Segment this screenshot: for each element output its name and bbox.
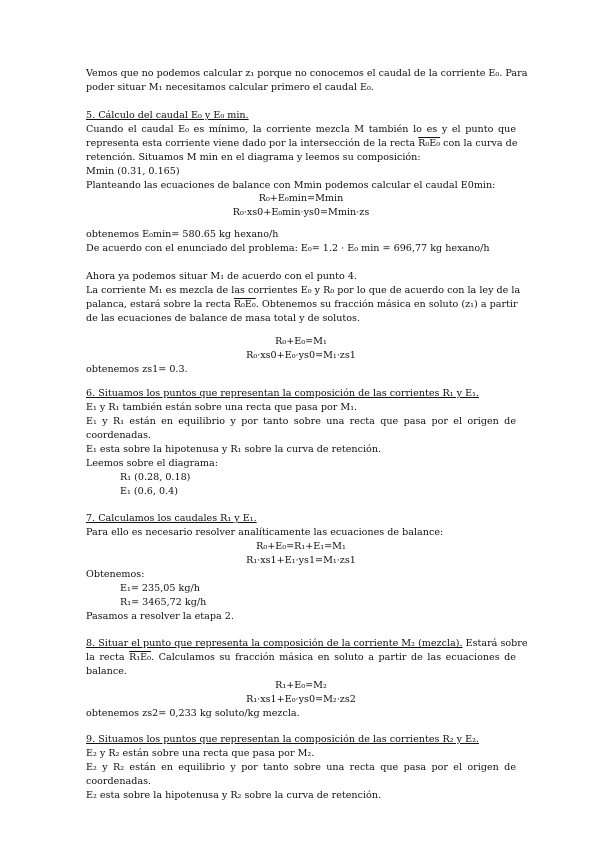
text-line: de las ecuaciones de balance de masa total y de solutos.	[86, 313, 361, 324]
text-line: E₁ (0.6, 0.4)	[120, 486, 178, 497]
text-span: . Obtenemos su fracción másica en soluto (z₁) a partir	[255, 299, 518, 310]
text-line: E₁ esta sobre la hipotenusa y R₁ sobre la curva de retención.	[86, 444, 382, 455]
text-line: Vemos que no podemos calcular z₁ porque no conocemos el caudal de la corriente E₀. Para	[86, 68, 528, 79]
text-line: Pasamos a resolver la etapa 2.	[86, 611, 234, 622]
text-line	[86, 138, 516, 151]
equation: R₁·xs1+E₁·ys1=M₁·zs1	[246, 555, 356, 566]
equation: R₀+E₀=R₁+E₁=M₁	[256, 541, 346, 552]
text-line: La corriente M₁ es mezcla de las corrientes E₀ y R₀ por lo que de acuerdo con la ley de la	[86, 285, 521, 296]
section-heading-9	[86, 734, 516, 747]
text-line: balance.	[86, 666, 127, 677]
text-span: la recta	[86, 652, 130, 663]
text-line: Para ello es necesario resolver analíticamente las ecuaciones de balance:	[86, 527, 444, 538]
section-heading-text: 9. Situamos los puntos que representan la composición de las corrientes R₂ y E₂.	[86, 734, 479, 745]
text-line: Obtenemos:	[86, 569, 145, 580]
text-line: obtenemos zs1= 0.3.	[86, 364, 188, 375]
text-line: coordenadas.	[86, 776, 152, 787]
section-heading-text: 6. Situamos los puntos que representan la composición de las corrientes R₁ y E₁.	[86, 388, 479, 399]
text-line: obtenemos E₀min= 580.65 kg hexano/h	[86, 229, 279, 240]
text-line: coordenadas.	[86, 430, 152, 441]
text-span: . Calculamos su fracción másica en soluto a partir de las ecuaciones de	[151, 652, 516, 663]
text-line: Mmin (0.31, 0.165)	[86, 166, 180, 177]
text-line: obtenemos zs2= 0,233 kg soluto/kg mezcla.	[86, 708, 300, 719]
text-line: poder situar M₁ necesitamos calcular primero el caudal E₀.	[86, 82, 374, 93]
equation: R₁·xs1+E₀·ys0=M₂·zs2	[246, 694, 356, 705]
text-line: E₁ y R₁ están en equilibrio y por tanto sobre una recta que pasa por el origen de	[86, 416, 516, 427]
text-line: Leemos sobre el diagrama:	[86, 458, 218, 469]
text-line: E₁ y R₁ también están sobre una recta que pasa por M₁.	[86, 402, 358, 413]
segment-r0e0: R₀E₀	[418, 138, 441, 149]
text-line: Cuando el caudal E₀ es mínimo, la corriente mezcla M también lo es y el punto que	[86, 124, 516, 135]
section-heading-8	[86, 638, 528, 651]
text-line: E₂ esta sobre la hipotenusa y R₂ sobre la curva de retención.	[86, 790, 382, 801]
segment-r0e0: R₀E₀	[233, 299, 256, 310]
text-line: Planteando las ecuaciones de balance con Mmin podemos calcular el caudal E0min:	[86, 180, 496, 191]
section-heading-text: 8. Situar el punto que representa la composición de la corriente M₂ (mezcla).	[86, 638, 463, 649]
text-line	[86, 652, 516, 665]
text-line: retención. Situamos M min en el diagrama y leemos su composición:	[86, 152, 421, 163]
text-span: con la curva de	[440, 138, 518, 149]
text-line	[86, 299, 516, 312]
text-line: Ahora ya podemos situar M₁ de acuerdo con el punto 4.	[86, 271, 357, 282]
text-span: palanca, estará sobre la recta	[86, 299, 234, 310]
text-line: R₁= 3465,72 kg/h	[120, 597, 207, 608]
text-line: E₁= 235,05 kg/h	[120, 583, 200, 594]
segment-r1e0: R₁E₀	[129, 652, 152, 663]
equation: R₀+E₀=M₁	[275, 336, 327, 347]
equation: R₀·xs0+E₀·ys0=M₁·zs1	[246, 350, 356, 361]
equation: R₀·xs0+E₀min·ys0=Mmin·zs	[232, 207, 370, 218]
equation: R₁+E₀=M₂	[275, 680, 327, 691]
section-heading-text: 5. Cálculo del caudal E₀ y E₀ min.	[86, 110, 249, 121]
section-heading-5	[86, 110, 516, 123]
text-line: R₁ (0.28, 0.18)	[120, 472, 191, 483]
equation: R₀+E₀min=Mmin	[258, 193, 344, 204]
text-line: De acuerdo con el enunciado del problema: E₀= 1.2 · E₀ min = 696,77 kg hexano/h	[86, 243, 490, 254]
text-line: E₂ y R₂ están sobre una recta que pasa por M₂.	[86, 748, 315, 759]
text-span: representa esta corriente viene dado por la intersección de la recta	[86, 138, 419, 149]
section-heading-text: 7. Calculamos los caudales R₁ y E₁.	[86, 513, 257, 524]
section-heading-7	[86, 513, 516, 526]
text-span: Estará sobre	[462, 638, 528, 649]
text-line: E₂ y R₂ están en equilibrio y por tanto sobre una recta que pasa por el origen de	[86, 762, 516, 773]
section-heading-6	[86, 388, 516, 401]
